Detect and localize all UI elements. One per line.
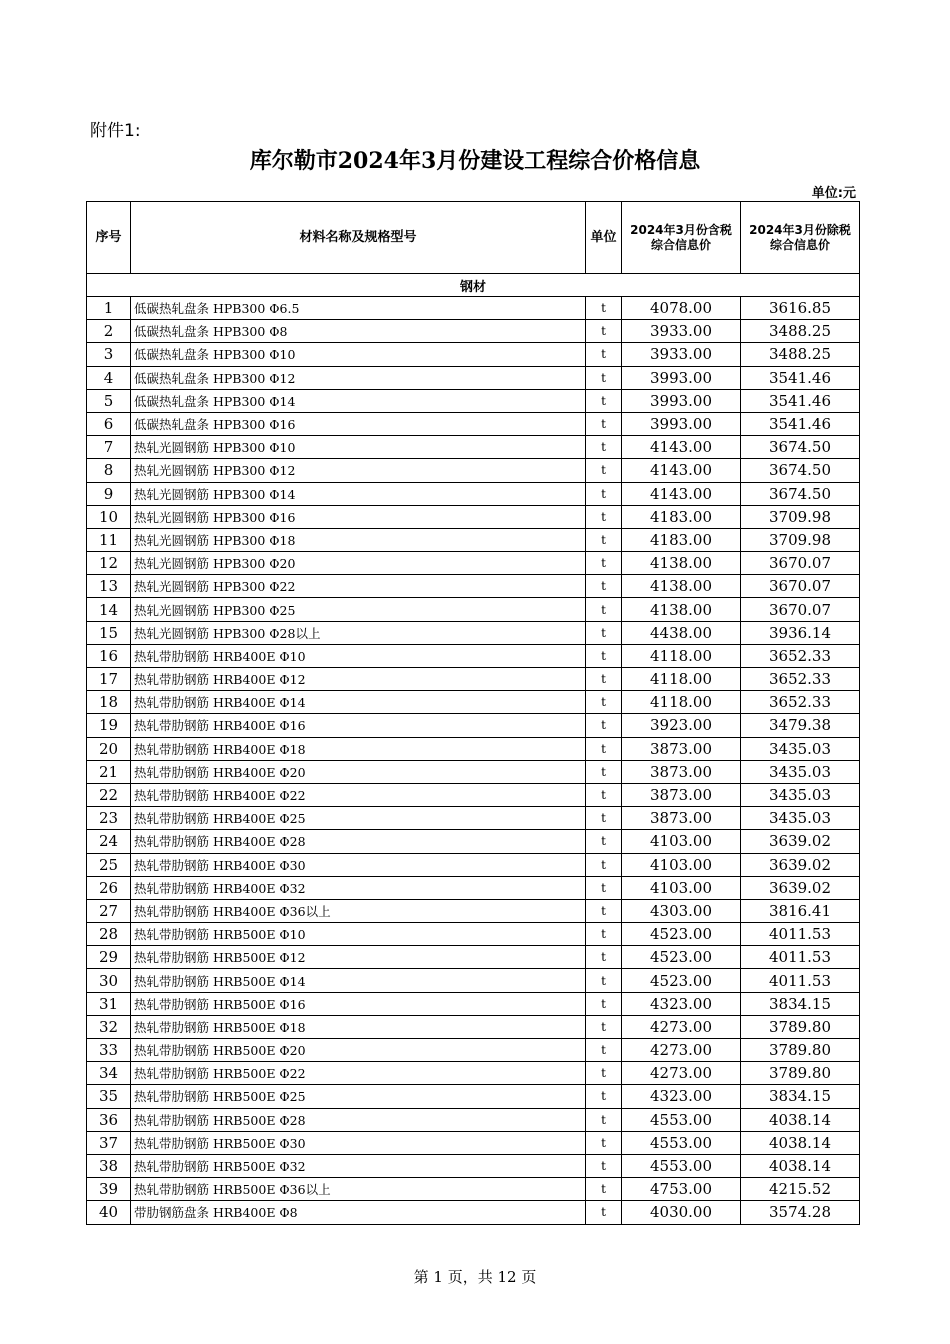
row-index: 3: [87, 343, 131, 366]
row-unit: t: [586, 668, 622, 691]
table-row: [87, 1201, 860, 1224]
row-price-notax: 3652.33: [741, 644, 860, 667]
row-price-tax: 4523.00: [622, 946, 741, 969]
header-price-tax: [622, 202, 741, 274]
row-material-name: 热轧带肋钢筋 HRB500E Φ22: [131, 1062, 586, 1085]
table-row: [87, 366, 860, 389]
row-material-name: 热轧光圆钢筋 HPB300 Φ14: [131, 482, 586, 505]
row-price-tax: 4183.00: [622, 505, 741, 528]
row-material-name: 热轧光圆钢筋 HPB300 Φ20: [131, 552, 586, 575]
table-row: [87, 691, 860, 714]
row-material-name: 热轧带肋钢筋 HRB400E Φ28: [131, 830, 586, 853]
row-price-notax: 3639.02: [741, 830, 860, 853]
row-material-name: 热轧带肋钢筋 HRB400E Φ18: [131, 737, 586, 760]
row-price-tax: 4138.00: [622, 575, 741, 598]
table-row: [87, 737, 860, 760]
row-material-name: 热轧带肋钢筋 HRB400E Φ10: [131, 644, 586, 667]
table-row: [87, 969, 860, 992]
table-row: [87, 876, 860, 899]
row-unit: t: [586, 783, 622, 806]
row-index: 22: [87, 783, 131, 806]
row-price-tax: 4553.00: [622, 1154, 741, 1177]
row-price-notax: 3789.80: [741, 1015, 860, 1038]
row-material-name: 热轧光圆钢筋 HPB300 Φ22: [131, 575, 586, 598]
row-unit: t: [586, 320, 622, 343]
row-material-name: 热轧带肋钢筋 HRB500E Φ25: [131, 1085, 586, 1108]
table-row: [87, 552, 860, 575]
row-material-name: 热轧带肋钢筋 HRB500E Φ32: [131, 1154, 586, 1177]
row-price-tax: 4523.00: [622, 923, 741, 946]
table-row: [87, 946, 860, 969]
row-unit: t: [586, 644, 622, 667]
table-row: [87, 459, 860, 482]
row-unit: t: [586, 714, 622, 737]
table-row: [87, 436, 860, 459]
table-row: [87, 830, 860, 853]
table-row: [87, 760, 860, 783]
price-table: [86, 201, 860, 1225]
row-unit: t: [586, 1062, 622, 1085]
row-index: 10: [87, 505, 131, 528]
row-price-tax: 4273.00: [622, 1015, 741, 1038]
row-material-name: 热轧带肋钢筋 HRB400E Φ12: [131, 668, 586, 691]
row-price-notax: 3834.15: [741, 992, 860, 1015]
row-index: 13: [87, 575, 131, 598]
row-price-notax: 3834.15: [741, 1085, 860, 1108]
row-index: 12: [87, 552, 131, 575]
row-price-tax: 4078.00: [622, 297, 741, 320]
row-price-tax: 3993.00: [622, 366, 741, 389]
row-price-notax: 3541.46: [741, 389, 860, 412]
table-row: [87, 343, 860, 366]
row-unit: t: [586, 621, 622, 644]
table-row: [87, 598, 860, 621]
row-index: 34: [87, 1062, 131, 1085]
row-unit: t: [586, 969, 622, 992]
table-row: [87, 923, 860, 946]
table-row: [87, 1015, 860, 1038]
header-name: 材料名称及规格型号: [131, 202, 586, 274]
row-price-notax: 3709.98: [741, 528, 860, 551]
row-material-name: 热轧带肋钢筋 HRB500E Φ36以上: [131, 1178, 586, 1201]
row-material-name: 热轧带肋钢筋 HRB400E Φ22: [131, 783, 586, 806]
table-row: [87, 783, 860, 806]
page-footer: 第 1 页，共 12 页: [413, 1268, 537, 1286]
row-unit: t: [586, 297, 622, 320]
row-price-notax: 3541.46: [741, 412, 860, 435]
row-price-notax: 3816.41: [741, 899, 860, 922]
row-index: 7: [87, 436, 131, 459]
table-row: [87, 1108, 860, 1131]
row-index: 33: [87, 1039, 131, 1062]
row-unit: t: [586, 1201, 622, 1224]
row-price-notax: 4011.53: [741, 946, 860, 969]
table-row: [87, 1039, 860, 1062]
row-unit: t: [586, 1131, 622, 1154]
row-index: 36: [87, 1108, 131, 1131]
row-price-tax: 3993.00: [622, 389, 741, 412]
row-price-tax: 3993.00: [622, 412, 741, 435]
row-index: 17: [87, 668, 131, 691]
row-unit: t: [586, 1039, 622, 1062]
row-price-tax: 4118.00: [622, 644, 741, 667]
row-price-tax: 4323.00: [622, 992, 741, 1015]
row-index: 35: [87, 1085, 131, 1108]
table-row: [87, 389, 860, 412]
table-row: [87, 853, 860, 876]
row-index: 28: [87, 923, 131, 946]
row-unit: t: [586, 737, 622, 760]
row-unit: t: [586, 760, 622, 783]
header-price-notax-line1: 2024年3月份除税: [749, 222, 851, 237]
row-price-notax: 3652.33: [741, 691, 860, 714]
row-unit: t: [586, 436, 622, 459]
row-unit: t: [586, 691, 622, 714]
row-index: 27: [87, 899, 131, 922]
row-price-notax: 4011.53: [741, 923, 860, 946]
row-price-notax: 4215.52: [741, 1178, 860, 1201]
row-price-tax: 4523.00: [622, 969, 741, 992]
table-row: [87, 482, 860, 505]
row-index: 30: [87, 969, 131, 992]
row-material-name: 热轧带肋钢筋 HRB400E Φ16: [131, 714, 586, 737]
row-material-name: 低碳热轧盘条 HPB300 Φ16: [131, 412, 586, 435]
row-price-tax: 4138.00: [622, 598, 741, 621]
row-unit: t: [586, 992, 622, 1015]
row-material-name: 带肋钢筋盘条 HRB400E Φ8: [131, 1201, 586, 1224]
row-price-notax: 3435.03: [741, 737, 860, 760]
table-row: [87, 1131, 860, 1154]
row-price-tax: 3873.00: [622, 760, 741, 783]
row-unit: t: [586, 366, 622, 389]
row-unit: t: [586, 598, 622, 621]
row-price-tax: 3933.00: [622, 343, 741, 366]
row-price-notax: 3541.46: [741, 366, 860, 389]
table-row: [87, 1085, 860, 1108]
row-price-notax: 3616.85: [741, 297, 860, 320]
category-label: 钢材: [87, 274, 860, 297]
table-row: [87, 668, 860, 691]
row-price-tax: 4030.00: [622, 1201, 741, 1224]
row-price-notax: 3639.02: [741, 853, 860, 876]
row-unit: t: [586, 899, 622, 922]
row-material-name: 热轧带肋钢筋 HRB500E Φ18: [131, 1015, 586, 1038]
row-price-notax: 3488.25: [741, 320, 860, 343]
table-row: [87, 621, 860, 644]
row-unit: t: [586, 552, 622, 575]
row-price-tax: 4323.00: [622, 1085, 741, 1108]
row-material-name: 热轧带肋钢筋 HRB500E Φ12: [131, 946, 586, 969]
row-price-tax: 4138.00: [622, 552, 741, 575]
row-material-name: 低碳热轧盘条 HPB300 Φ6.5: [131, 297, 586, 320]
row-index: 19: [87, 714, 131, 737]
row-unit: t: [586, 876, 622, 899]
table-row: [87, 1154, 860, 1177]
row-material-name: 热轧带肋钢筋 HRB500E Φ10: [131, 923, 586, 946]
header-price-notax: [741, 202, 860, 274]
row-index: 24: [87, 830, 131, 853]
row-price-notax: 3709.98: [741, 505, 860, 528]
row-index: 20: [87, 737, 131, 760]
row-material-name: 热轧光圆钢筋 HPB300 Φ16: [131, 505, 586, 528]
row-price-notax: 3670.07: [741, 575, 860, 598]
row-material-name: 热轧带肋钢筋 HRB400E Φ30: [131, 853, 586, 876]
row-price-tax: 4553.00: [622, 1108, 741, 1131]
table-row: [87, 320, 860, 343]
row-price-notax: 3670.07: [741, 552, 860, 575]
header-unit: 单位: [586, 202, 622, 274]
row-unit: t: [586, 946, 622, 969]
row-price-notax: 3789.80: [741, 1039, 860, 1062]
row-price-notax: 4038.14: [741, 1131, 860, 1154]
row-price-tax: 4273.00: [622, 1062, 741, 1085]
header-price-notax-line2: 综合信息价: [769, 237, 830, 252]
row-index: 8: [87, 459, 131, 482]
row-price-notax: 3488.25: [741, 343, 860, 366]
row-material-name: 低碳热轧盘条 HPB300 Φ10: [131, 343, 586, 366]
row-index: 16: [87, 644, 131, 667]
row-unit: t: [586, 459, 622, 482]
row-material-name: 热轧光圆钢筋 HPB300 Φ28以上: [131, 621, 586, 644]
row-index: 38: [87, 1154, 131, 1177]
row-price-tax: 4143.00: [622, 436, 741, 459]
header-price-tax-line1: 2024年3月份含税: [630, 222, 732, 237]
table-row: [87, 412, 860, 435]
row-price-notax: 3435.03: [741, 783, 860, 806]
row-price-notax: 3670.07: [741, 598, 860, 621]
row-unit: t: [586, 389, 622, 412]
row-index: 25: [87, 853, 131, 876]
category-row: [87, 274, 860, 297]
row-price-tax: 3933.00: [622, 320, 741, 343]
row-price-notax: 3479.38: [741, 714, 860, 737]
row-unit: t: [586, 1108, 622, 1131]
row-index: 6: [87, 412, 131, 435]
header-row: [87, 202, 860, 274]
row-price-tax: 4753.00: [622, 1178, 741, 1201]
row-index: 23: [87, 807, 131, 830]
row-price-notax: 3435.03: [741, 760, 860, 783]
row-index: 9: [87, 482, 131, 505]
row-material-name: 热轧带肋钢筋 HRB400E Φ14: [131, 691, 586, 714]
row-unit: t: [586, 1154, 622, 1177]
row-price-tax: 3873.00: [622, 807, 741, 830]
row-price-tax: 4183.00: [622, 528, 741, 551]
row-index: 21: [87, 760, 131, 783]
row-price-notax: 3674.50: [741, 459, 860, 482]
row-material-name: 热轧带肋钢筋 HRB400E Φ32: [131, 876, 586, 899]
table-row: [87, 505, 860, 528]
row-material-name: 热轧带肋钢筋 HRB400E Φ20: [131, 760, 586, 783]
row-price-notax: 3435.03: [741, 807, 860, 830]
row-index: 2: [87, 320, 131, 343]
row-index: 37: [87, 1131, 131, 1154]
row-unit: t: [586, 830, 622, 853]
row-price-tax: 3923.00: [622, 714, 741, 737]
table-row: [87, 1062, 860, 1085]
row-material-name: 热轧带肋钢筋 HRB500E Φ14: [131, 969, 586, 992]
row-price-tax: 4553.00: [622, 1131, 741, 1154]
table-row: [87, 644, 860, 667]
row-index: 4: [87, 366, 131, 389]
row-material-name: 热轧光圆钢筋 HPB300 Φ10: [131, 436, 586, 459]
row-price-tax: 4103.00: [622, 876, 741, 899]
row-material-name: 低碳热轧盘条 HPB300 Φ12: [131, 366, 586, 389]
row-unit: t: [586, 1015, 622, 1038]
row-index: 15: [87, 621, 131, 644]
row-price-tax: 4103.00: [622, 830, 741, 853]
row-index: 14: [87, 598, 131, 621]
row-price-notax: 4038.14: [741, 1108, 860, 1131]
row-index: 5: [87, 389, 131, 412]
row-index: 1: [87, 297, 131, 320]
table-row: [87, 297, 860, 320]
row-material-name: 热轧带肋钢筋 HRB500E Φ16: [131, 992, 586, 1015]
row-unit: t: [586, 505, 622, 528]
row-unit: t: [586, 412, 622, 435]
table-row: [87, 807, 860, 830]
row-price-notax: 4038.14: [741, 1154, 860, 1177]
row-material-name: 热轧光圆钢筋 HPB300 Φ12: [131, 459, 586, 482]
row-price-tax: 4438.00: [622, 621, 741, 644]
row-price-notax: 3674.50: [741, 436, 860, 459]
row-price-notax: 3674.50: [741, 482, 860, 505]
row-material-name: 热轧带肋钢筋 HRB400E Φ25: [131, 807, 586, 830]
table-row: [87, 899, 860, 922]
row-material-name: 热轧光圆钢筋 HPB300 Φ25: [131, 598, 586, 621]
row-price-tax: 4273.00: [622, 1039, 741, 1062]
row-material-name: 热轧带肋钢筋 HRB500E Φ30: [131, 1131, 586, 1154]
row-unit: t: [586, 343, 622, 366]
row-price-notax: 3574.28: [741, 1201, 860, 1224]
table-row: [87, 528, 860, 551]
row-price-tax: 4118.00: [622, 691, 741, 714]
row-material-name: 热轧带肋钢筋 HRB500E Φ20: [131, 1039, 586, 1062]
row-unit: t: [586, 482, 622, 505]
row-price-notax: 3789.80: [741, 1062, 860, 1085]
unit-note: 单位:元: [811, 186, 856, 201]
row-price-tax: 4303.00: [622, 899, 741, 922]
row-index: 40: [87, 1201, 131, 1224]
table-row: [87, 714, 860, 737]
row-price-tax: 4143.00: [622, 482, 741, 505]
row-material-name: 低碳热轧盘条 HPB300 Φ8: [131, 320, 586, 343]
header-index: 序号: [87, 202, 131, 274]
row-unit: t: [586, 923, 622, 946]
row-price-notax: 3936.14: [741, 621, 860, 644]
table-row: [87, 575, 860, 598]
page-title: 库尔勒市2024年3月份建设工程综合价格信息: [249, 148, 701, 174]
row-price-tax: 4103.00: [622, 853, 741, 876]
row-price-tax: 3873.00: [622, 737, 741, 760]
row-index: 31: [87, 992, 131, 1015]
row-unit: t: [586, 575, 622, 598]
row-unit: t: [586, 1085, 622, 1108]
row-index: 29: [87, 946, 131, 969]
row-unit: t: [586, 528, 622, 551]
row-index: 39: [87, 1178, 131, 1201]
table-row: [87, 1178, 860, 1201]
row-material-name: 热轧带肋钢筋 HRB400E Φ36以上: [131, 899, 586, 922]
row-price-tax: 4143.00: [622, 459, 741, 482]
table-row: [87, 992, 860, 1015]
row-price-notax: 4011.53: [741, 969, 860, 992]
attachment-label: 附件1:: [90, 121, 141, 141]
row-price-tax: 3873.00: [622, 783, 741, 806]
header-price-tax-line2: 综合信息价: [650, 237, 711, 252]
row-index: 26: [87, 876, 131, 899]
row-index: 32: [87, 1015, 131, 1038]
row-unit: t: [586, 1178, 622, 1201]
row-unit: t: [586, 853, 622, 876]
row-index: 11: [87, 528, 131, 551]
row-price-tax: 4118.00: [622, 668, 741, 691]
row-index: 18: [87, 691, 131, 714]
row-material-name: 热轧光圆钢筋 HPB300 Φ18: [131, 528, 586, 551]
row-unit: t: [586, 807, 622, 830]
row-material-name: 低碳热轧盘条 HPB300 Φ14: [131, 389, 586, 412]
row-price-notax: 3652.33: [741, 668, 860, 691]
row-price-notax: 3639.02: [741, 876, 860, 899]
row-material-name: 热轧带肋钢筋 HRB500E Φ28: [131, 1108, 586, 1131]
